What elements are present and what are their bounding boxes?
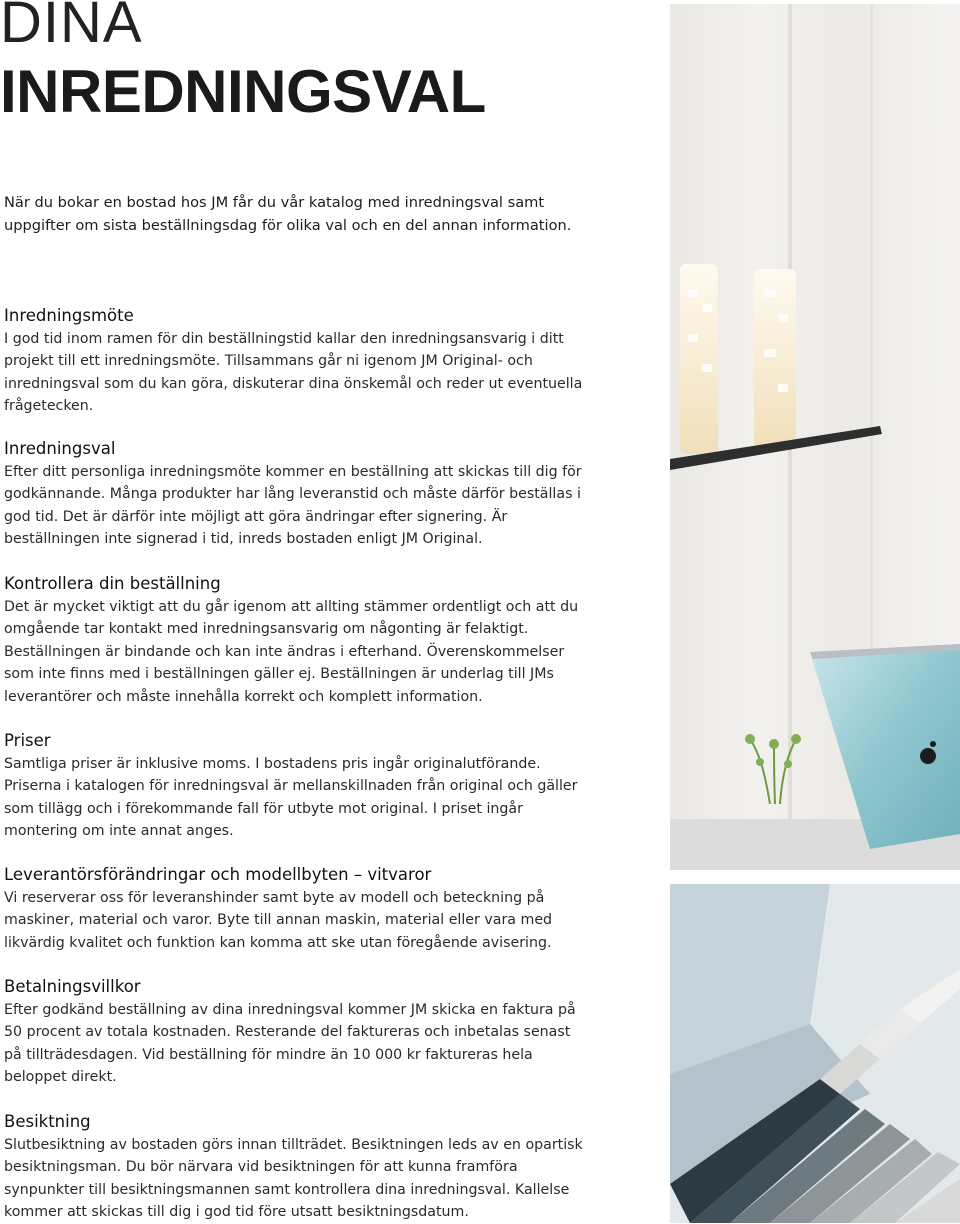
section-body: Vi reserverar oss för leveranshinder samt byte av modell och beteckning på maskiner, material och varor. Byte till annan maskin, material eller vara med likvärdig kvalitet och funktion kan komma att ske utan föregående avisering.	[4, 890, 553, 951]
section-body: Samtliga priser är inklusive moms. I bostadens pris ingår originalutförande. Priserna i katalogen för inredningsval är mellanskillnaden från original och gäller som tillägg och i förekommande fall för utbyte mot original. I priset ingår montering om inte annat anges.	[4, 756, 578, 840]
photo-separator	[670, 870, 960, 884]
material-samples-photo	[670, 884, 960, 1223]
section-body: Det är mycket viktigt att du går igenom att allting stämmer ordentligt och att du omgående tar kontakt med inredningsansvarig om någonting är felaktigt. Beställningen är bindande och kan inte ändras i efterhand. Överenskommelser som inte finns med i beställningen gäller ej. Beställningen är underlag till JMs leverantörer och måste innehålla korrekt och komplett information.	[4, 599, 579, 705]
section-heading: Betalningsvillkor	[4, 977, 141, 996]
section-besiktning	[4, 1110, 584, 1224]
section-heading: Leverantörsförändringar och modellbyten – vitvaror	[4, 865, 432, 884]
section-body: Efter ditt personliga inredningsmöte kommer en beställning att skickas till dig för godkännande. Många produkter har lång leveranstid och måste därför beställas i god tid. Det är därför inte möjligt att göra ändringar efter signering. Är beställningen inte signerad i tid, inreds bostaden enligt JM Original.	[4, 464, 582, 548]
section-heading: Besiktning	[4, 1112, 91, 1131]
section-heading: Priser	[4, 731, 51, 750]
interior-photo-art	[670, 4, 960, 870]
section-betalningsvillkor	[4, 975, 584, 1089]
title-line-bold: INREDNINGSVAL	[0, 58, 486, 125]
material-samples-art	[670, 884, 960, 1223]
interior-photo	[670, 4, 960, 870]
section-inredningsval	[4, 437, 584, 551]
section-heading: Inredningsmöte	[4, 306, 134, 325]
section-inredningsmote	[4, 304, 584, 418]
section-heading: Kontrollera din beställning	[4, 574, 221, 593]
section-leverantorsforandringar	[4, 863, 584, 954]
section-body: Slutbesiktning av bostaden görs innan tillträdet. Besiktningen leds av en opartisk besiktningsman. Du bör närvara vid besiktningen för att kunna framföra synpunkter till besiktningsmannen samt kontrollera dina inredningsval. Kallelse kommer att skickas till dig i god tid före utsatt besiktningsdatum.	[4, 1137, 583, 1221]
section-kontrollera	[4, 572, 584, 708]
title-line-light: DINA	[0, 0, 143, 55]
section-body: I god tid inom ramen för din beställningstid kallar den inredningsansvarig i ditt projekt till ett inredningsmöte. Tillsammans går ni igenom JM Original- och inredningsval som du kan göra, diskuterar dina önskemål och reder ut eventuella frågetecken.	[4, 331, 583, 415]
intro-paragraph: När du bokar en bostad hos JM får du vår katalog med inredningsval samt uppgifter om sista beställningsdag för olika val och en del annan information.	[4, 194, 572, 234]
section-priser	[4, 729, 584, 843]
section-heading: Inredningsval	[4, 439, 116, 458]
section-body: Efter godkänd beställning av dina inredningsval kommer JM skicka en faktura på 50 procent av totala kostnaden. Resterande del faktureras och inbetalas senast på tillträdesdagen. Vid beställning för mindre än 10 000 kr faktureras hela beloppet direkt.	[4, 1002, 576, 1086]
